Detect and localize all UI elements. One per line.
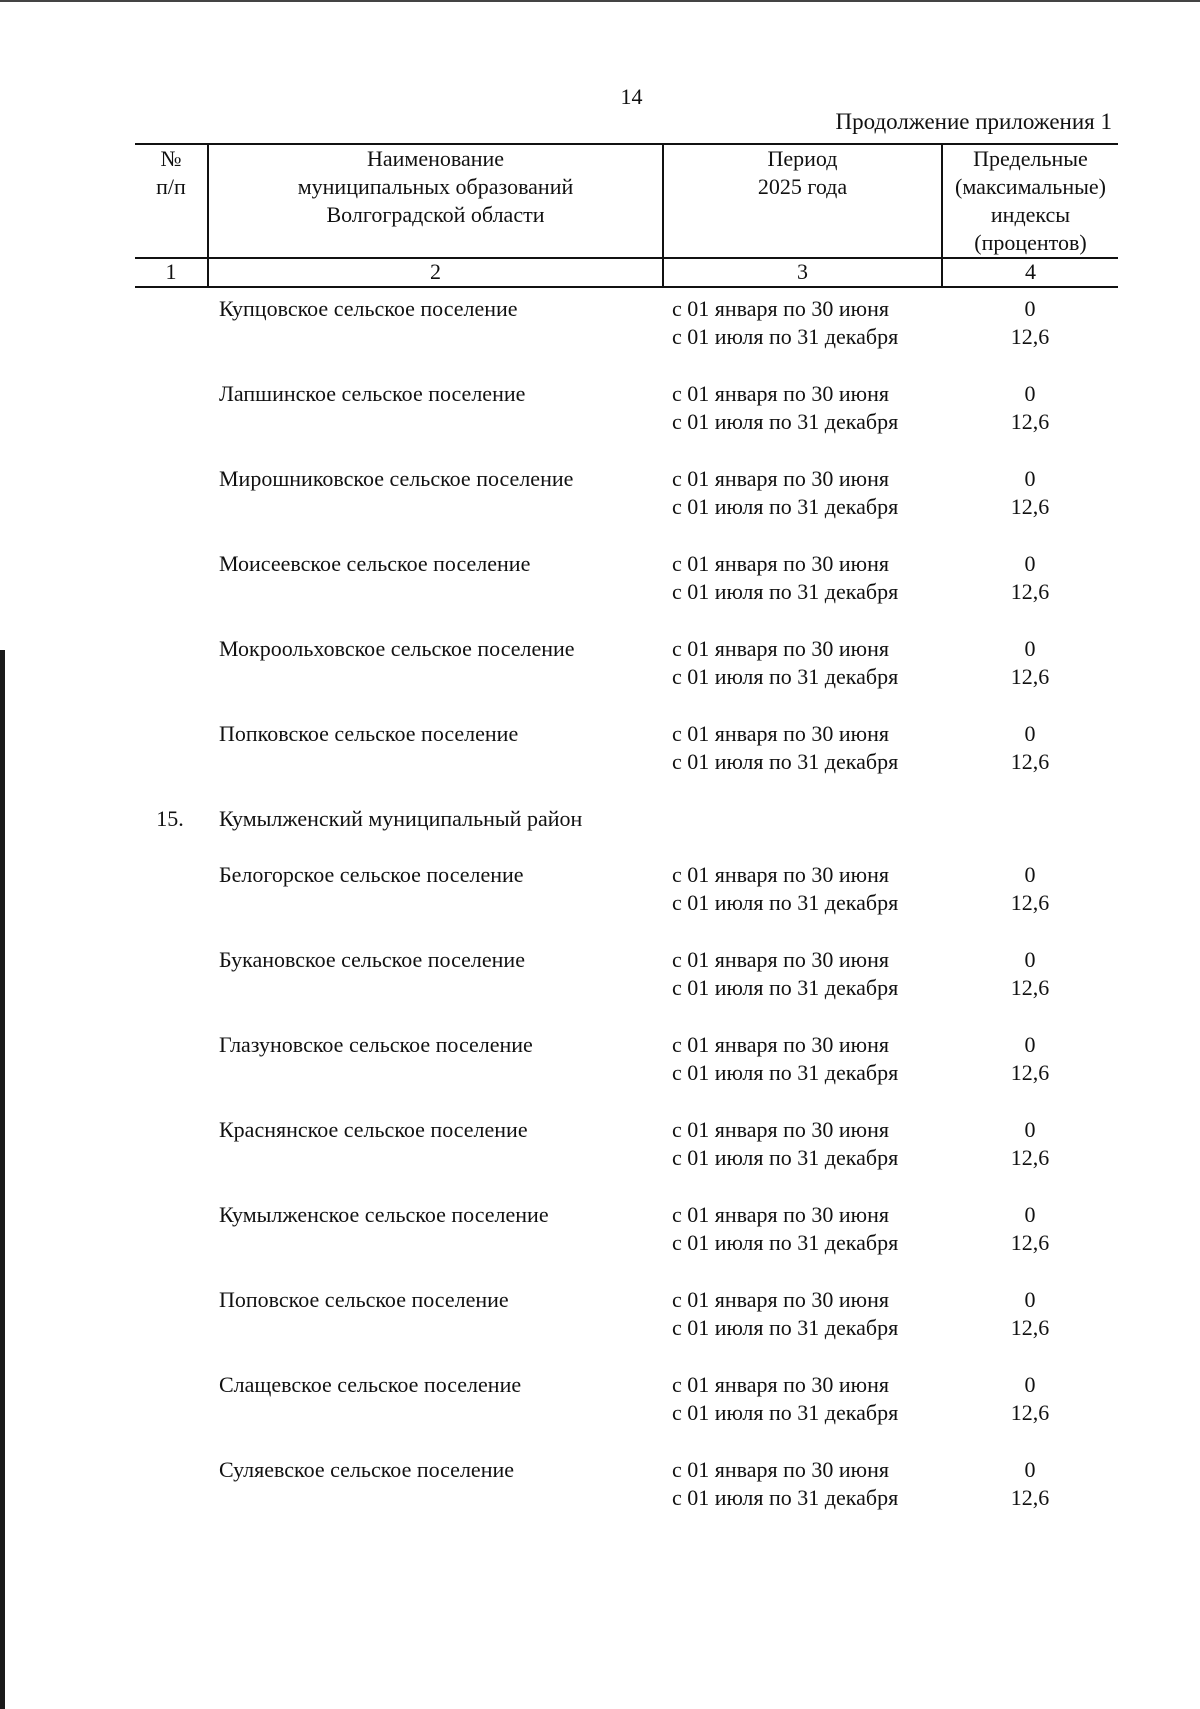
row-periods: [672, 1286, 972, 1342]
column-number-1: 1: [165, 259, 177, 284]
header-bottom-rule: [135, 286, 1118, 288]
row-indices: [943, 465, 1117, 521]
row-periods: [672, 1456, 972, 1512]
header-index-line: индексы: [990, 202, 1071, 227]
row-periods: [672, 465, 972, 521]
row-name: Суляевское сельское поселение: [219, 1457, 515, 1482]
appendix-note: Продолжение приложения 1: [835, 109, 1112, 134]
index-value: 0: [1024, 1457, 1036, 1482]
header-period-line: 2025 года: [757, 174, 848, 199]
index-value: 12,6: [1010, 975, 1050, 1000]
index-value: 12,6: [1010, 1230, 1050, 1255]
period-line: с 01 июля по 31 декабря: [672, 324, 899, 349]
period-line: с 01 января по 30 июня: [672, 296, 890, 321]
index-value: 12,6: [1010, 494, 1050, 519]
index-value: 0: [1024, 1202, 1036, 1227]
row-periods: [672, 946, 972, 1002]
period-line: с 01 июля по 31 декабря: [672, 890, 899, 915]
row-indices: [943, 1286, 1117, 1342]
index-value: 12,6: [1010, 1145, 1050, 1170]
row-indices: [943, 720, 1117, 776]
row-name: Мирошниковское сельское поселение: [219, 466, 574, 491]
row-name: Лапшинское сельское поселение: [219, 381, 526, 406]
table-row: [135, 550, 1118, 606]
index-value: 0: [1024, 1287, 1036, 1312]
header-index-line: (процентов): [974, 230, 1087, 255]
period-line: с 01 января по 30 июня: [672, 1032, 890, 1057]
row-name: Купцовское сельское поселение: [219, 296, 518, 321]
index-value: 0: [1024, 862, 1036, 887]
index-value: 12,6: [1010, 890, 1050, 915]
column-number-3: 3: [797, 259, 808, 284]
index-value: 0: [1024, 636, 1036, 661]
table-row: [135, 1031, 1118, 1087]
period-line: с 01 июля по 31 декабря: [672, 1485, 899, 1510]
row-periods: [672, 635, 972, 691]
row-name: Белогорское сельское поселение: [219, 862, 524, 887]
row-name: Краснянское сельское поселение: [219, 1117, 528, 1142]
row-periods: [672, 550, 972, 606]
table-row: [135, 1116, 1118, 1172]
row-periods: [672, 720, 972, 776]
table-row: [135, 1371, 1118, 1427]
period-line: с 01 июля по 31 декабря: [672, 1315, 899, 1340]
row-name: Попковское сельское поселение: [219, 721, 519, 746]
index-value: 0: [1024, 947, 1036, 972]
period-line: с 01 июля по 31 декабря: [672, 409, 899, 434]
index-value: 0: [1024, 551, 1036, 576]
index-value: 12,6: [1010, 579, 1050, 604]
row-indices: [943, 861, 1117, 917]
district-name: Кумылженский муниципальный район: [219, 806, 583, 831]
row-indices: [943, 1456, 1117, 1512]
table-row: [135, 861, 1118, 917]
index-value: 12,6: [1010, 324, 1050, 349]
period-line: с 01 января по 30 июня: [672, 381, 890, 406]
period-line: с 01 января по 30 июня: [672, 466, 890, 491]
table-row: [135, 1286, 1118, 1342]
row-indices: [943, 1116, 1117, 1172]
table-row: [135, 380, 1118, 436]
row-indices: [943, 635, 1117, 691]
period-line: с 01 июля по 31 декабря: [672, 749, 899, 774]
row-periods: [672, 861, 972, 917]
row-indices: [943, 550, 1117, 606]
row-name: Слащевское сельское поселение: [219, 1372, 522, 1397]
index-value: 0: [1024, 466, 1036, 491]
table-row: [135, 720, 1118, 776]
header-name-line: Волгоградской области: [326, 202, 545, 227]
row-name: Кумылженское сельское поселение: [219, 1202, 549, 1227]
row-periods: [672, 1201, 972, 1257]
header-name: [209, 145, 662, 229]
district-row: [135, 805, 1118, 833]
table-row: [135, 635, 1118, 691]
table-header: [135, 143, 1118, 289]
index-value: 12,6: [1010, 1060, 1050, 1085]
row-periods: [672, 1031, 972, 1087]
row-indices: [943, 1031, 1117, 1087]
index-value: 12,6: [1010, 664, 1050, 689]
period-line: с 01 января по 30 июня: [672, 636, 890, 661]
row-indices: [943, 1371, 1117, 1427]
row-indices: [943, 380, 1117, 436]
header-name-line: муниципальных образований: [297, 174, 574, 199]
table-row: [135, 946, 1118, 1002]
header-index: [943, 145, 1118, 257]
period-line: с 01 июля по 31 декабря: [672, 1400, 899, 1425]
period-line: с 01 января по 30 июня: [672, 1117, 890, 1142]
column-number-4: 4: [1025, 259, 1036, 284]
index-value: 0: [1024, 721, 1036, 746]
period-line: с 01 июля по 31 декабря: [672, 1230, 899, 1255]
period-line: с 01 января по 30 июня: [672, 862, 890, 887]
index-value: 0: [1024, 296, 1036, 321]
period-line: с 01 июля по 31 декабря: [672, 579, 899, 604]
index-value: 0: [1024, 1372, 1036, 1397]
period-line: с 01 января по 30 июня: [672, 721, 890, 746]
page-number: 14: [620, 84, 643, 109]
header-num-line: п/п: [156, 174, 186, 199]
index-value: 12,6: [1010, 409, 1050, 434]
scan-edge-top: [0, 0, 1200, 2]
header-num: [135, 145, 207, 201]
header-index-line: Предельные: [973, 146, 1088, 171]
index-value: 12,6: [1010, 749, 1050, 774]
row-name: Поповское сельское поселение: [219, 1287, 509, 1312]
column-number-2: 2: [430, 259, 441, 284]
index-value: 0: [1024, 1117, 1036, 1142]
index-value: 12,6: [1010, 1315, 1050, 1340]
scan-edge-left: [0, 650, 5, 1709]
table-row: [135, 1201, 1118, 1257]
period-line: с 01 июля по 31 декабря: [672, 1060, 899, 1085]
row-name: Букановское сельское поселение: [219, 947, 525, 972]
header-period: [664, 145, 941, 201]
period-line: с 01 января по 30 июня: [672, 1202, 890, 1227]
row-name: Мокроольховское сельское поселение: [219, 636, 575, 661]
row-indices: [943, 295, 1117, 351]
header-index-line: (максимальные): [955, 174, 1106, 199]
index-value: 12,6: [1010, 1400, 1050, 1425]
row-periods: [672, 1371, 972, 1427]
table-row: [135, 295, 1118, 351]
index-value: 0: [1024, 1032, 1036, 1057]
table-row: [135, 465, 1118, 521]
header-num-line: №: [160, 146, 182, 171]
period-line: с 01 января по 30 июня: [672, 947, 890, 972]
header-name-line: Наименование: [366, 146, 505, 171]
row-name: Моисеевское сельское поселение: [219, 551, 531, 576]
period-line: с 01 июля по 31 декабря: [672, 975, 899, 1000]
period-line: с 01 января по 30 июня: [672, 1287, 890, 1312]
row-periods: [672, 380, 972, 436]
row-indices: [943, 946, 1117, 1002]
period-line: с 01 января по 30 июня: [672, 551, 890, 576]
district-number: 15.: [156, 806, 184, 831]
row-indices: [943, 1201, 1117, 1257]
period-line: с 01 июля по 31 декабря: [672, 664, 899, 689]
row-periods: [672, 1116, 972, 1172]
index-value: 12,6: [1010, 1485, 1050, 1510]
index-value: 0: [1024, 381, 1036, 406]
table-row: [135, 1456, 1118, 1512]
header-period-line: Период: [767, 146, 838, 171]
period-line: с 01 января по 30 июня: [672, 1457, 890, 1482]
row-name: Глазуновское сельское поселение: [219, 1032, 533, 1057]
row-periods: [672, 295, 972, 351]
period-line: с 01 июля по 31 декабря: [672, 494, 899, 519]
period-line: с 01 января по 30 июня: [672, 1372, 890, 1397]
period-line: с 01 июля по 31 декабря: [672, 1145, 899, 1170]
